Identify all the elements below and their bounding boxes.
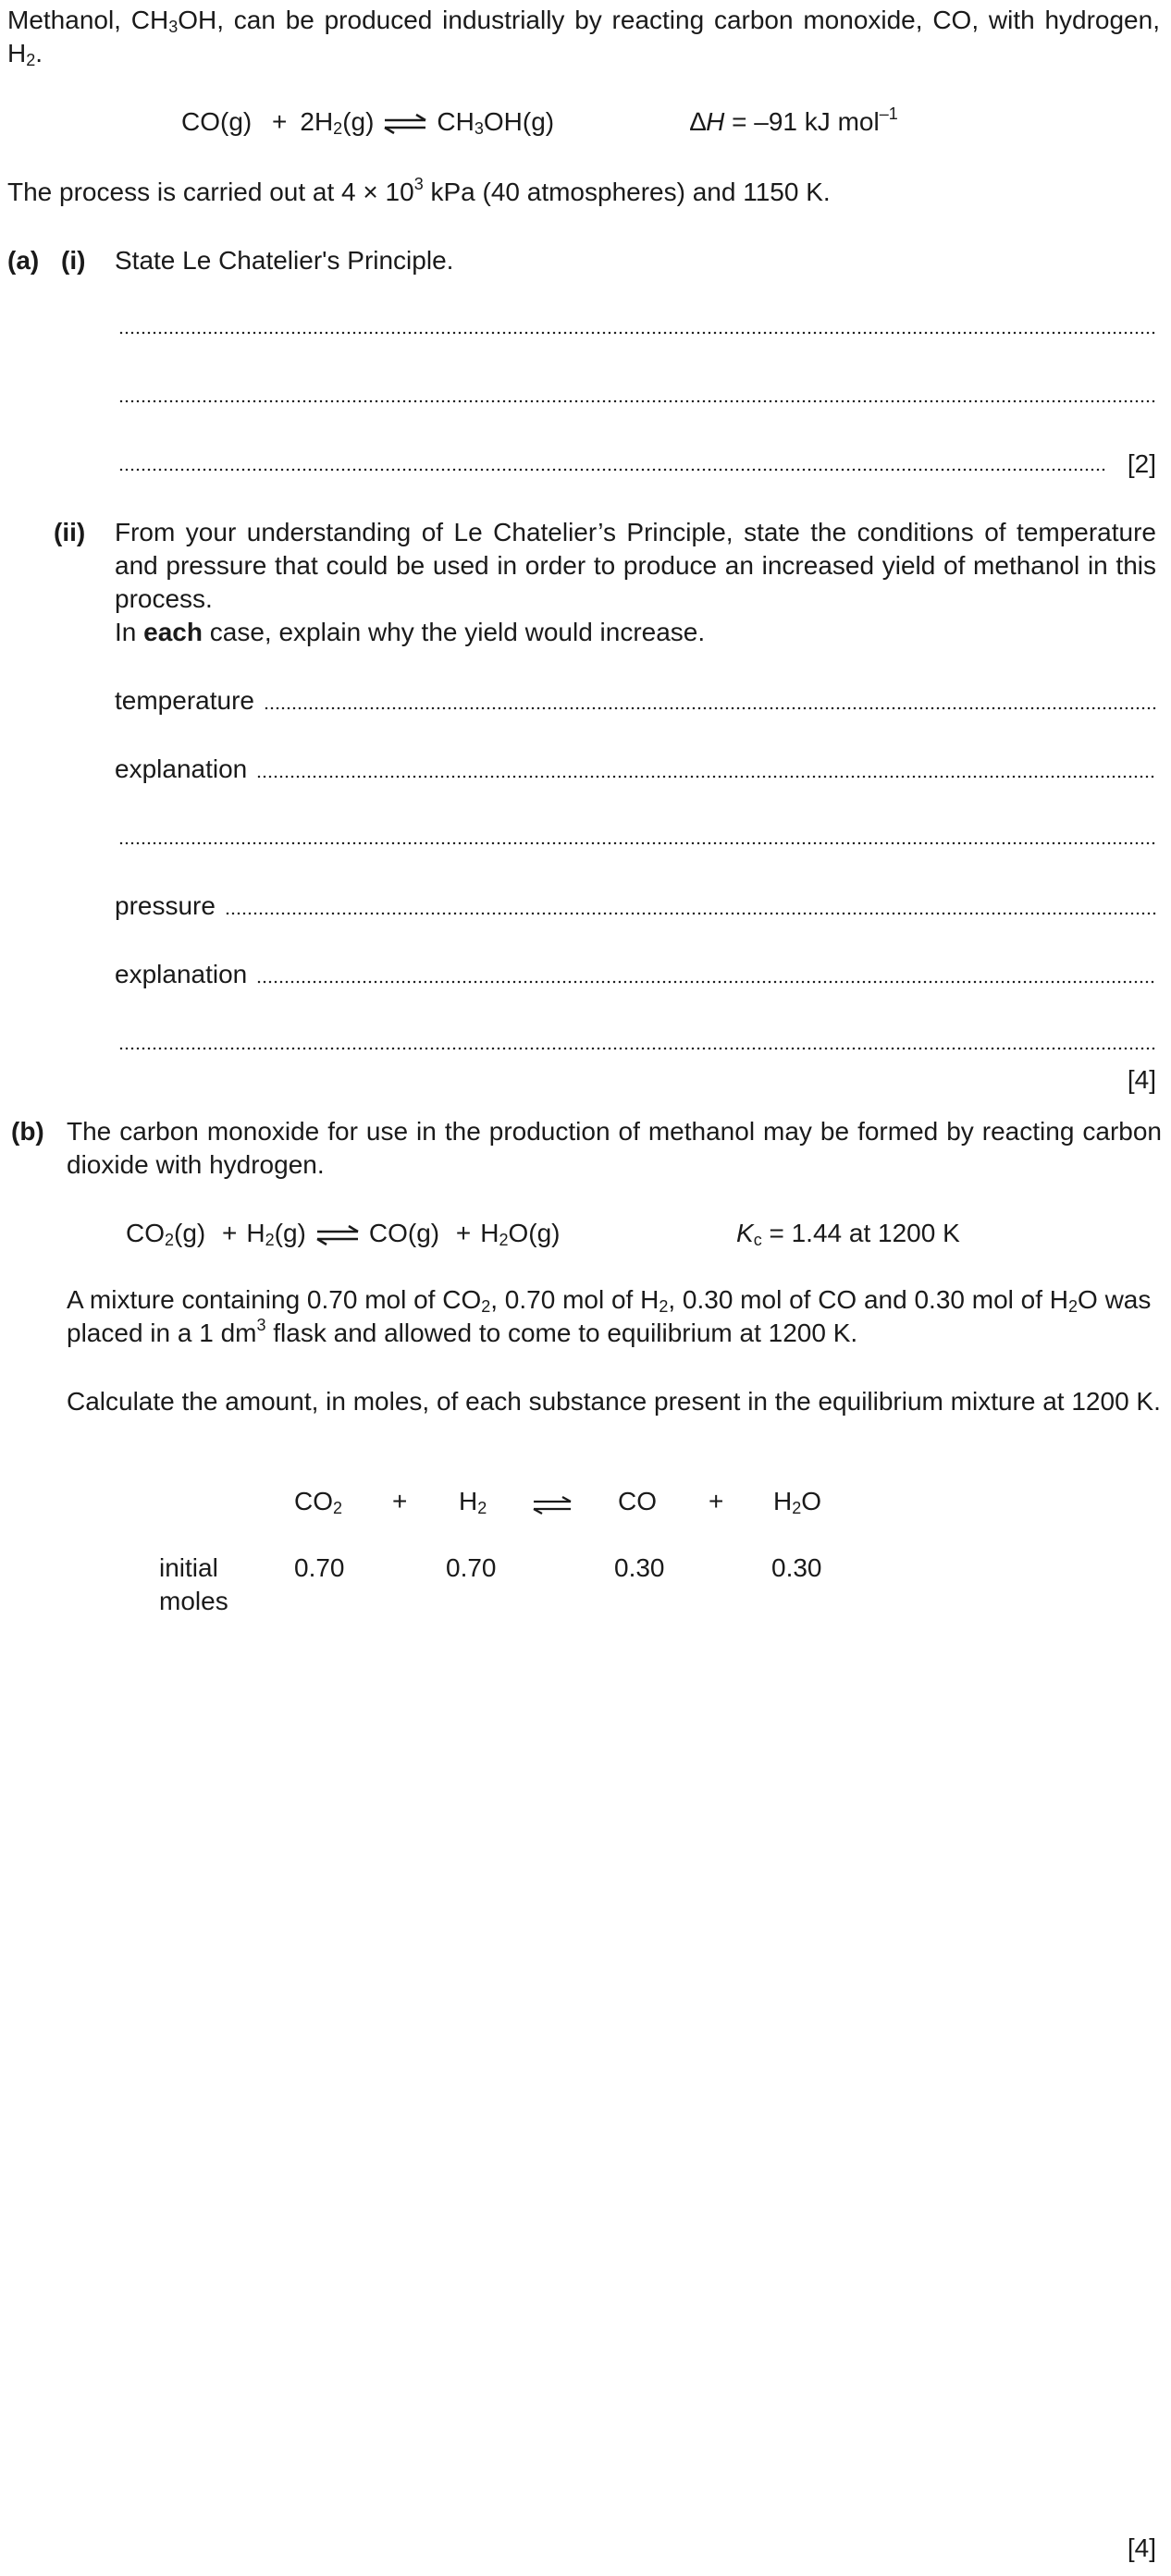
header-text: CO [294, 1487, 333, 1515]
enthalpy-change [690, 105, 898, 139]
eq-term: (g) [342, 107, 375, 136]
conditions-sup: 3 [413, 175, 424, 193]
marks-a-ii: [4] [1127, 1065, 1156, 1094]
explanation2-field[interactable] [115, 958, 1156, 991]
part-b-label: (b) [11, 1117, 44, 1146]
mixture-text: A mixture containing 0.70 mol of CO [67, 1285, 482, 1314]
marks-a-i: [2] [1127, 449, 1156, 478]
equation-methanol [181, 105, 554, 139]
eq-term: (g) [174, 1219, 206, 1247]
answer-line[interactable] [118, 468, 1106, 472]
temperature-label: temperature [115, 686, 254, 715]
intro-text: OH, can be produced industrially by reacting carbon monoxide, CO, with hydrogen, H [7, 6, 1160, 67]
eq-term: 2H [300, 107, 334, 136]
pressure-label: pressure [115, 891, 216, 920]
table-header-plus: + [709, 1487, 724, 1515]
conditions-text: The process is carried out at 4 × 10 [7, 178, 414, 206]
answer-line[interactable] [264, 706, 1156, 710]
intro-text: . [35, 39, 43, 67]
initial-moles-co2: 0.70 [294, 1553, 345, 1582]
eq-sub: 2 [265, 1231, 275, 1249]
table-header-co: CO [618, 1487, 657, 1515]
eq-term: (g) [274, 1219, 306, 1247]
explanation-field[interactable] [115, 753, 1156, 786]
mixture-sub: 2 [481, 1297, 491, 1316]
table-header-h2o [773, 1485, 821, 1518]
row-label-moles: moles [159, 1587, 228, 1615]
header-text: H [773, 1487, 793, 1515]
initial-moles-h2o: 0.30 [771, 1553, 822, 1582]
eq-term: CH [437, 107, 475, 136]
part-a-ii-prompt: From your understanding of Le Chatelier’s Principle, state the conditions of temperature and pressure that could be used in order to produce an increased yield of methanol in this process. [115, 518, 1156, 613]
eq-plus: + [455, 1219, 472, 1247]
kc-value: = 1.44 at 1200 K [769, 1219, 960, 1247]
equilibrium-arrow-icon [531, 1490, 573, 1524]
marks-b: [4] [1127, 2533, 1156, 2562]
equilibrium-constant [736, 1217, 960, 1250]
equilibrium-arrow-icon [314, 1224, 362, 1246]
instruction-bold: each [143, 618, 203, 646]
intro-paragraph [7, 4, 1160, 70]
answer-line[interactable] [118, 841, 1156, 845]
header-text: O [801, 1487, 822, 1515]
answer-line[interactable] [225, 912, 1156, 915]
part-a-i-label: (i) [61, 246, 86, 275]
instruction-text: In [115, 618, 144, 646]
answer-line[interactable] [118, 331, 1156, 335]
header-text: H [459, 1487, 478, 1515]
eq-plus: + [222, 1219, 238, 1247]
process-conditions [7, 176, 1160, 209]
header-sub: 2 [333, 1499, 343, 1517]
initial-moles-h2: 0.70 [446, 1553, 497, 1582]
initial-moles-co: 0.30 [614, 1553, 665, 1582]
mixture-text: , 0.70 mol of H [490, 1285, 659, 1314]
eq-term: CO(g) [181, 107, 253, 136]
eq-term: H [246, 1219, 265, 1247]
mixture-sup: 3 [256, 1316, 266, 1334]
eq-term: OH(g) [483, 107, 555, 136]
unit-sup: –1 [879, 104, 898, 123]
eq-term: CO(g) [368, 1219, 440, 1247]
mixture-description [67, 1283, 1167, 1350]
table-header-co2 [294, 1485, 342, 1518]
eq-term: CO [126, 1219, 165, 1247]
part-a-ii-instruction [115, 616, 1156, 649]
mixture-text: O was placed in a 1 dm [67, 1285, 1152, 1347]
mixture-sub: 2 [659, 1297, 669, 1316]
enthalpy-var: H [706, 107, 725, 136]
mixture-text: , 0.30 mol of CO and 0.30 mol of H [668, 1285, 1069, 1314]
part-b-prompt: The carbon monoxide for use in the production of methanol may be formed by reacting carbon dioxide with hydrogen. [67, 1117, 1162, 1179]
conditions-text: kPa (40 atmospheres) and 1150 K. [423, 178, 831, 206]
header-sub: 2 [477, 1499, 487, 1517]
part-a-i-prompt: State Le Chatelier's Principle. [115, 246, 454, 275]
eq-term: O(g) [508, 1219, 561, 1247]
answer-line[interactable] [118, 399, 1156, 403]
eq-plus: + [272, 107, 288, 136]
answer-line[interactable] [118, 1047, 1156, 1050]
intro-text: Methanol, CH [7, 6, 169, 34]
intro-sub: 3 [168, 18, 179, 36]
table-header-h2 [459, 1485, 487, 1518]
working-space[interactable] [67, 1627, 1158, 2515]
part-a-label: (a) [7, 246, 40, 275]
eq-sub: 2 [333, 119, 343, 138]
eq-sub: 2 [499, 1231, 509, 1249]
eq-term: H [480, 1219, 499, 1247]
mixture-sub: 2 [1068, 1297, 1079, 1316]
instruction-text: case, explain why the yield would increase. [202, 618, 706, 646]
row-label-initial: initial [159, 1553, 218, 1582]
temperature-field[interactable] [115, 684, 1156, 718]
eq-sub: 2 [165, 1231, 175, 1249]
equilibrium-arrow-icon [381, 113, 429, 135]
kc-sub: c [753, 1231, 762, 1249]
kc-var: K [736, 1219, 754, 1247]
equation-co-formation [126, 1217, 561, 1250]
calculate-instruction: Calculate the amount, in moles, of each substance present in the equilibrium mixture at 1200 K. [67, 1387, 1161, 1416]
table-header-plus: + [392, 1487, 408, 1515]
pressure-field[interactable] [115, 889, 1156, 923]
header-sub: 2 [792, 1499, 802, 1517]
explanation-label: explanation [115, 960, 248, 988]
intro-sub: 2 [26, 51, 36, 69]
enthalpy-value: = –91 kJ mol [732, 107, 880, 136]
delta-symbol: ∆ [690, 107, 707, 136]
part-a-ii-label: (ii) [54, 518, 86, 546]
answer-line[interactable] [256, 775, 1156, 779]
answer-line[interactable] [256, 980, 1156, 984]
mixture-text: flask and allowed to come to equilibrium at 1200 K. [265, 1319, 858, 1347]
eq-sub: 3 [474, 119, 484, 138]
explanation-label: explanation [115, 754, 248, 783]
